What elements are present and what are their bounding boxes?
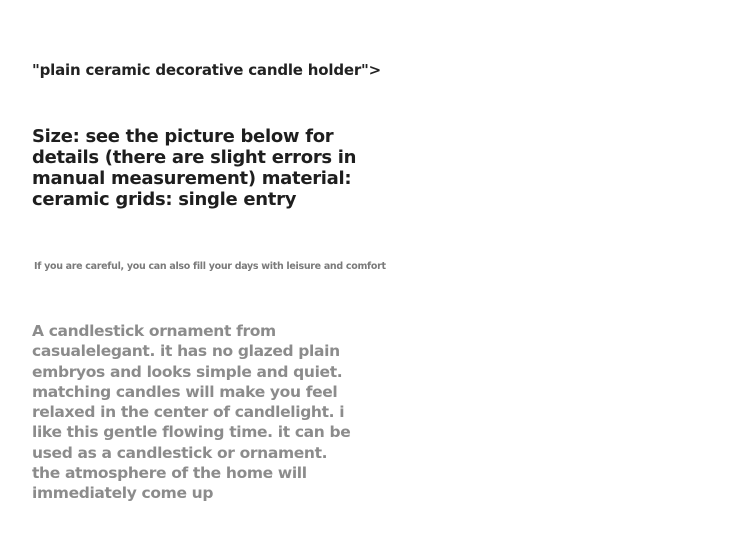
product-title: "plain ceramic decorative candle holder"> bbox=[32, 61, 382, 79]
product-specs-headline: Size: see the picture below for details (there are slight errors in manual measurement) material: ceramic grids: single entry bbox=[32, 126, 357, 210]
product-description: A candlestick ornament from casualelegant. it has no glazed plain embryos and looks simple and quiet. matching candles will make you feel relaxed in the center of candlelight. i like this gentle flowing time. it can be used as a candlestick or ornament. the atmosphere of the home will immediately come up bbox=[32, 322, 351, 503]
product-tagline: If you are careful, you can also fill your days with leisure and comfort bbox=[34, 261, 386, 272]
